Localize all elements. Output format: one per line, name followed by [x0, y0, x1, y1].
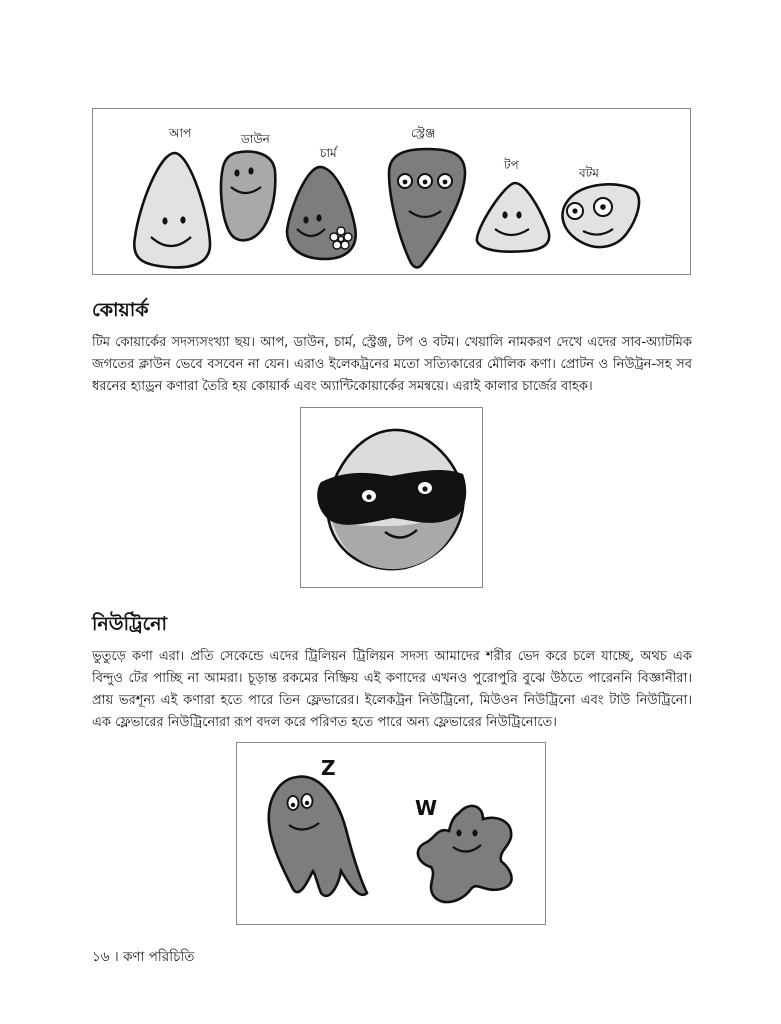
bandit-mask [317, 470, 466, 525]
section-paragraph-quark: টিম কোয়ার্কের সদস্যসংখ্যা ছয়। আপ, ডাউন, চার্ম, স্ট্রেঞ্জ, টপ ও বটম। খেয়ালি নামকরণ দেখে এদের সাব-অ্যাটমিক জগতের ক্লাউন ভেবে বসবেন না যেন। এরাও ইলেকট্রনের মতো সত্যিকারের মৌলিক কণা। প্রোটন ও নিউট্রন-সহ সব ধরনের হ্যাড্রন কণারা তৈরি হয় কোয়ার্ক এবং অ্যান্টিকোয়ার্কের সমন্বয়ে। এরাই কালার চার্জের বাহক। [92, 335, 692, 394]
top-quark-label: টপ [504, 158, 519, 172]
strange-quark-figure [389, 149, 465, 268]
quark-characters-figure [92, 108, 691, 275]
section-heading-quark: কোয়ার্ক [92, 299, 149, 321]
page-footer: ১৬ । কণা পরিচিতি [92, 949, 195, 965]
neutrino-ghosts-figure [236, 742, 546, 925]
sleep-z-label: Z [321, 756, 336, 780]
top-quark-figure [477, 183, 549, 252]
section-paragraph-neutrino: ভুতুড়ে কণা এরা। প্রতি সেকেন্ডে এদের ট্রিলিয়ন ট্রিলিয়ন সদস্য আমাদের শরীর ভেদ করে চলে যাচ্ছে, অথচ এক বিন্দুও টের পাচ্ছি না আমরা। চূড়ান্ত রকমের নিষ্ক্রিয় এই কণাদের এখনও পুরোপুরি বুঝে উঠতে পারেননি বিজ্ঞানীরা। প্রায় ভরশূন্য এই কণারা হতে পারে তিন ফ্লেভারের। ইলেকট্রন নিউট্রিনো, মিউওন নিউট্রিনো এবং টাউ নিউট্রিনো। এক ফ্লেভারের নিউট্রিনোরা রূপ বদল করে পরিণত হতে পারে অন্য ফ্লেভারের নিউট্রিনোতে। [92, 649, 692, 730]
masked-quark-illustration [301, 408, 482, 587]
down-quark-figure [221, 152, 275, 241]
masked-quark-figure [300, 407, 483, 588]
down-quark-label: ডাউন [241, 132, 270, 146]
up-quark-label: আপ [169, 126, 192, 140]
ghost-neutrino-left [269, 777, 367, 896]
charm-quark-label: চার্ম [320, 146, 337, 160]
neutrino-ghosts-illustration [237, 743, 545, 924]
up-quark-figure [134, 153, 210, 267]
star-neutrino-right [418, 806, 512, 902]
quark-characters-illustration [93, 109, 690, 274]
bottom-quark-label: বটম [579, 166, 599, 180]
wave-w-label: W [415, 796, 438, 820]
section-heading-neutrino: নিউট্রিনো [92, 613, 167, 635]
strange-quark-label: স্ট্রেঞ্জ [411, 126, 436, 140]
